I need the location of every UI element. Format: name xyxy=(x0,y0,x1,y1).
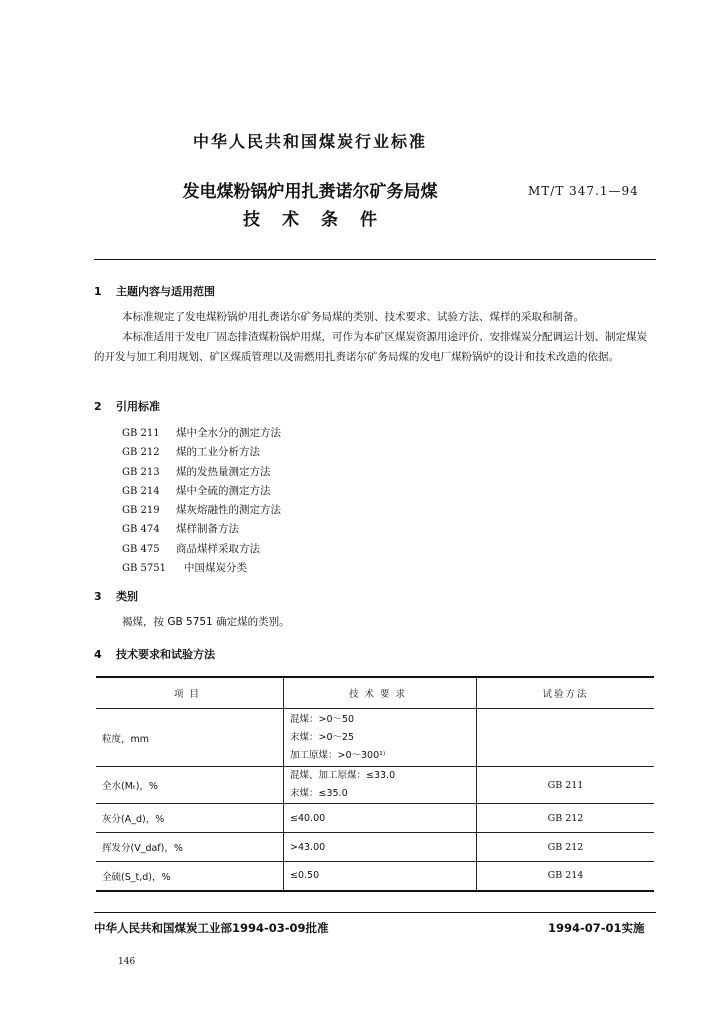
section-3-title: 类别 xyxy=(116,590,138,603)
list-item xyxy=(122,443,281,462)
header-method: 试验方法 xyxy=(477,677,655,709)
list-item xyxy=(122,520,281,539)
list-item xyxy=(122,540,281,559)
row-requirement xyxy=(284,767,477,804)
section-1-heading xyxy=(94,283,215,299)
industry-standard-heading: 中华人民共和国煤炭行业标准 xyxy=(192,132,427,151)
standard-title xyxy=(150,178,470,234)
ref-name: 中国煤炭分类 xyxy=(184,562,247,575)
section-3-para: 褐煤，按 GB 5751 确定煤的类别。 xyxy=(122,616,290,628)
list-item xyxy=(122,559,281,578)
row-item: 粒度，mm xyxy=(96,709,284,767)
ref-code: GB 474 xyxy=(122,524,160,536)
ref-name: 煤中全硫的测定方法 xyxy=(176,484,271,497)
page-number: 146 xyxy=(118,957,136,967)
table-row xyxy=(96,833,654,862)
row-method xyxy=(477,709,655,767)
row-method: GB 212 xyxy=(477,804,655,833)
row-requirement xyxy=(284,709,477,767)
table-row xyxy=(96,804,654,833)
section-1-para1: 本标准规定了发电煤粉锅炉用扎赉诺尔矿务局煤的类别、技术要求、试验方法、煤样的采取和制备。 xyxy=(122,311,584,323)
req-line: 末煤：>0～25 xyxy=(290,731,355,743)
row-method: GB 214 xyxy=(477,862,655,891)
issuer-approval: 中华人民共和国煤炭工业部1994-03-09批准 xyxy=(94,921,329,935)
row-item: 全硫(S_t,d)，% xyxy=(96,862,284,891)
effective-date: 1994-07-01实施 xyxy=(548,921,645,935)
table-row xyxy=(96,767,654,804)
ref-code: GB 212 xyxy=(122,447,160,459)
section-4-number: 4 xyxy=(94,648,102,661)
list-item xyxy=(122,501,281,520)
row-requirement: ≤0.50 xyxy=(284,862,477,891)
standard-title-line2: 技术条件 xyxy=(243,210,399,230)
list-item xyxy=(122,482,281,501)
ref-name: 商品煤样采取方法 xyxy=(176,542,260,555)
row-item: 灰分(A_d)，% xyxy=(96,804,284,833)
ref-name: 煤样制备方法 xyxy=(176,523,239,536)
ref-name: 煤的发热量测定方法 xyxy=(176,465,271,478)
list-item xyxy=(122,463,281,482)
section-3-heading xyxy=(94,588,138,604)
ref-code: GB 214 xyxy=(122,485,160,497)
ref-code: GB 213 xyxy=(122,466,160,478)
table-header-row xyxy=(96,677,654,709)
ref-code: GB 5751 xyxy=(122,563,166,575)
section-4-heading xyxy=(94,646,215,662)
section-1-number: 1 xyxy=(94,285,102,298)
ref-code: GB 219 xyxy=(122,505,160,517)
req-line: 混煤：>0～50 xyxy=(290,713,355,725)
row-item: 挥发分(V_daf)，% xyxy=(96,833,284,862)
table-row xyxy=(96,709,654,767)
section-1-title: 主题内容与适用范围 xyxy=(116,285,215,298)
standard-title-line1: 发电煤粉锅炉用扎赉诺尔矿务局煤 xyxy=(182,182,438,202)
section-2-number: 2 xyxy=(94,400,102,413)
ref-code: GB 475 xyxy=(122,543,160,555)
spec-table xyxy=(96,676,654,892)
ref-name: 煤灰熔融性的测定方法 xyxy=(176,504,281,517)
ref-code: GB 211 xyxy=(122,428,160,439)
footer-divider xyxy=(94,912,656,913)
header-item: 项目 xyxy=(96,677,284,709)
header-requirement: 技术要求 xyxy=(284,677,477,709)
req-line: 末煤：≤35.0 xyxy=(290,788,348,799)
req-line: 加工原煤：>0～300¹⁾ xyxy=(290,749,386,761)
standard-code: MT/T 347.1—94 xyxy=(528,184,639,198)
row-method: GB 211 xyxy=(477,767,655,804)
section-3-number: 3 xyxy=(94,590,102,603)
section-1-para2: 本标准适用于发电厂固态排渣煤粉锅炉用煤，可作为本矿区煤炭资源用途评价、安排煤炭分配调运计划、制定煤炭的开发与加工利用规划、矿区煤质管理以及需燃用扎赉诺尔矿务局煤的发电厂煤粉锅炉的设计和技术改造的依据。 xyxy=(94,331,647,363)
section-4-title: 技术要求和试验方法 xyxy=(116,648,215,661)
ref-name: 煤的工业分析方法 xyxy=(176,446,260,459)
req-line: 混煤、加工原煤：≤33.0 xyxy=(290,770,396,781)
reference-list xyxy=(122,424,281,578)
row-item: 全水(Mₜ)，% xyxy=(96,767,284,804)
list-item xyxy=(122,424,281,443)
ref-name: 煤中全水分的测定方法 xyxy=(176,427,281,439)
table-row xyxy=(96,862,654,891)
section-2-title: 引用标准 xyxy=(116,400,160,413)
row-requirement: >43.00 xyxy=(284,833,477,862)
row-method: GB 212 xyxy=(477,833,655,862)
section-2-heading xyxy=(94,398,160,414)
header-divider xyxy=(94,259,656,260)
row-requirement: ≤40.00 xyxy=(284,804,477,833)
